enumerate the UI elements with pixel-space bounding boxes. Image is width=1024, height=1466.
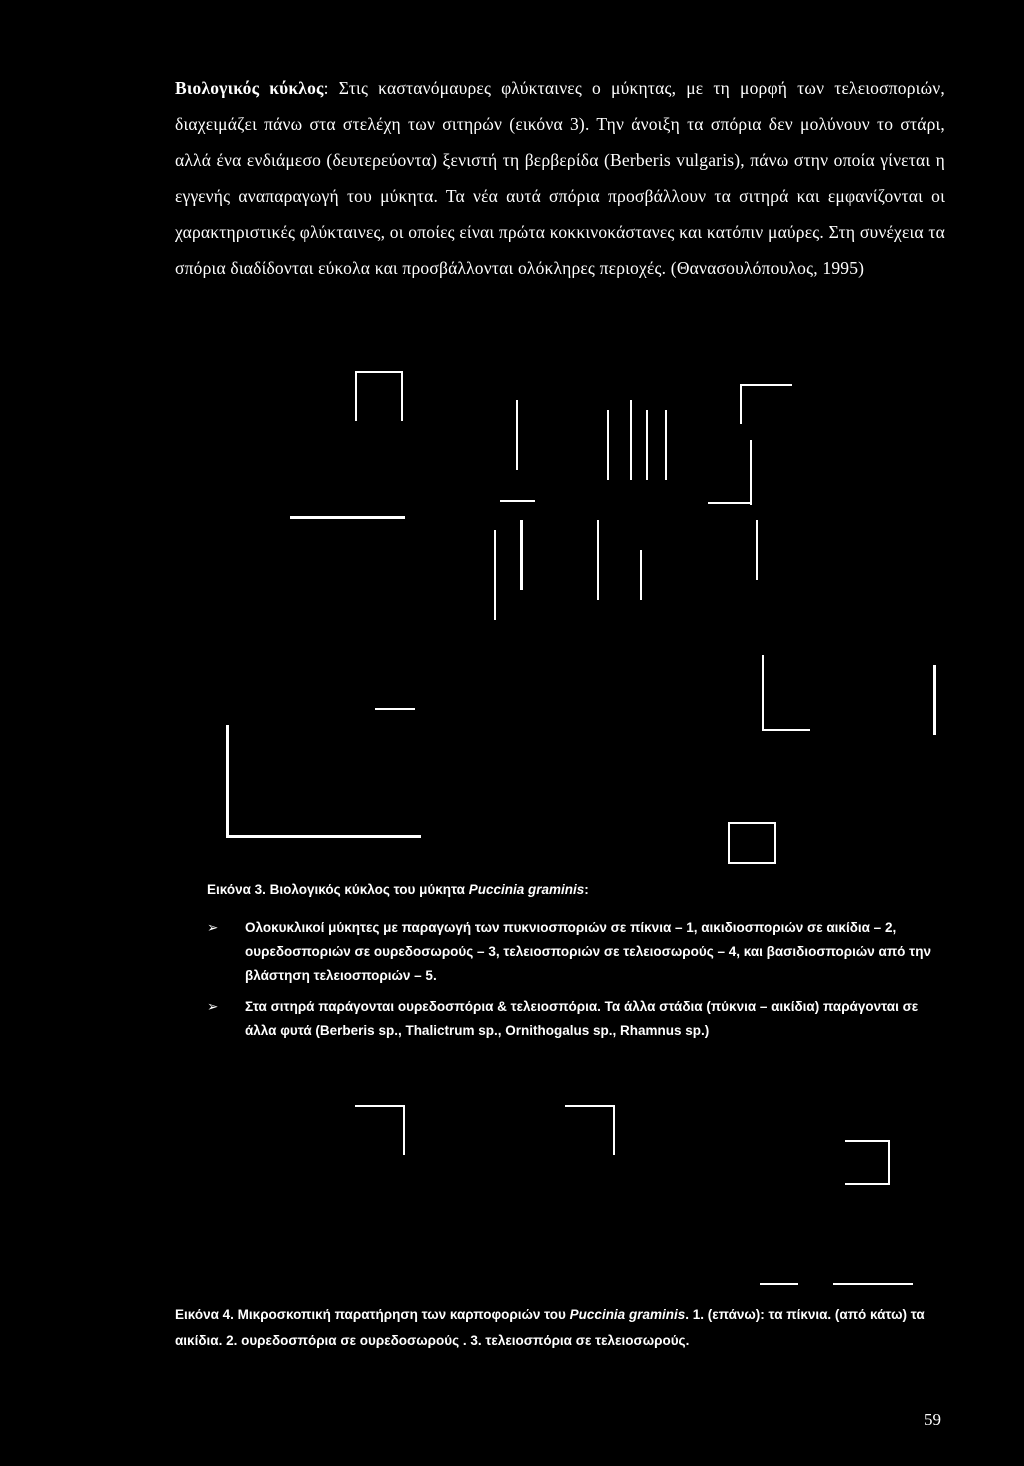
figure-4-species: Puccinia graminis (569, 1307, 686, 1322)
figure-3-label: Εικόνα 3. (207, 882, 266, 897)
arrow-bullet-icon: ➢ (207, 920, 219, 935)
figure-4-text: Μικροσκοπική παρατήρηση των καρποφοριών του (237, 1307, 566, 1322)
list-item (207, 916, 947, 988)
figure-3-text: Βιολογικός κύκλος του μύκητα (269, 882, 465, 897)
fig3-frag (740, 384, 792, 386)
list-item (207, 995, 947, 1043)
fig4-frag (613, 1105, 615, 1155)
fig4-frag (845, 1183, 890, 1185)
fig3-frag (355, 371, 403, 373)
figure-3-end: : (584, 882, 589, 897)
fig4-frag (845, 1140, 890, 1142)
figure-4-caption (175, 1302, 935, 1354)
fig3-frag (226, 725, 229, 837)
fig3-frag (646, 410, 648, 480)
fig4-frag (833, 1283, 913, 1285)
fig3-frag (607, 410, 609, 480)
fig4-frag (888, 1140, 890, 1185)
fig3-frag (500, 500, 535, 502)
fig3-frag (226, 835, 421, 838)
fig3-frag (516, 400, 518, 470)
arrow-bullet-icon: ➢ (207, 999, 219, 1014)
fig4-frag (355, 1105, 405, 1107)
fig3-frag (740, 384, 742, 424)
fig3-frag (933, 665, 936, 735)
fig3-box (728, 822, 776, 864)
fig4-frag (403, 1105, 405, 1155)
fig3-frag (750, 440, 752, 505)
fig4-frag (760, 1283, 798, 1285)
fig4-frag (565, 1105, 615, 1107)
page-number: 59 (924, 1410, 941, 1429)
fig3-frag (665, 410, 667, 480)
figure-4-label: Εικόνα 4. (175, 1307, 234, 1322)
figure-3-caption (207, 878, 589, 902)
figure-3-species: Puccinia graminis (468, 882, 585, 897)
fig3-frag (762, 655, 764, 731)
fig3-frag (290, 516, 405, 519)
figure-4-rest: . 1. (επάνω): τα πίκνια. (από κάτω) τα αικίδια. 2. ουρεδοσπόρια σε ουρεδοσωρούς . 3. τελειοσπόρια σε τελειοσωρούς. (175, 1307, 925, 1348)
bullet-text: Ολοκυκλικοί μύκητες με παραγωγή των πυκνιοσποριών σε πίκνια – 1, αικιδιοσποριών σε αικίδια – 2, ουρεδοσποριών σε ουρεδοσωρούς – 3, τελειοσποριών σε τελειοσωρούς – 4, και βασιδιοσποριών από την βλάστηση τελειοσποριών – 5. (245, 920, 931, 983)
fig3-frag (630, 400, 632, 480)
paragraph-text: : Στις καστανόμαυρες φλύκταινες ο μύκητας, με τη μορφή των τελειοσποριών, διαχειμάζει πάνω στα στελέχη των σιτηρών (εικόνα 3). Την άνοιξη τα σπόρια δεν μολύνουν το στάρι, αλλά ένα ενδιάμεσο (δευτερεύοντα) ξενιστή τη βερβερίδα (Berberis vulgaris), πάνω στην οποία γίνεται η εγγενής αναπαραγωγή του μύκητα. Τα νέα αυτά σπόρια προσβάλλουν τα σιτηρά και εμφανίζονται οι χαρακτηριστικές φλύκταινες, οι οποίες είναι πρώτα κοκκινοκάστανες και κατόπιν μαύρες. Στη συνέχεια τα σπόρια διαδίδονται εύκολα και προσβάλλονται ολόκληρες περιοχές. (Θανασουλόπουλος, 1995) (175, 78, 945, 278)
paragraph-lead: Βιολογικός κύκλος (175, 78, 324, 98)
fig3-frag (494, 530, 496, 620)
fig3-frag (520, 520, 523, 590)
fig3-frag (640, 550, 642, 600)
fig3-frag (762, 729, 810, 731)
figure-3-bullet-list (207, 916, 947, 1050)
fig3-frag (375, 708, 415, 710)
fig3-frag (401, 371, 403, 421)
fig3-frag (597, 520, 599, 600)
fig3-frag (708, 502, 752, 504)
fig3-frag (355, 371, 357, 421)
fig3-frag (756, 520, 758, 580)
body-paragraph (175, 70, 945, 286)
bullet-text: Στα σιτηρά παράγονται ουρεδοσπόρια & τελειοσπόρια. Τα άλλα στάδια (πύκνια – αικίδια) παράγονται σε άλλα φυτά (Berberis sp., Thalictrum sp., Ornithogalus sp., Rhamnus sp.) (245, 999, 919, 1038)
